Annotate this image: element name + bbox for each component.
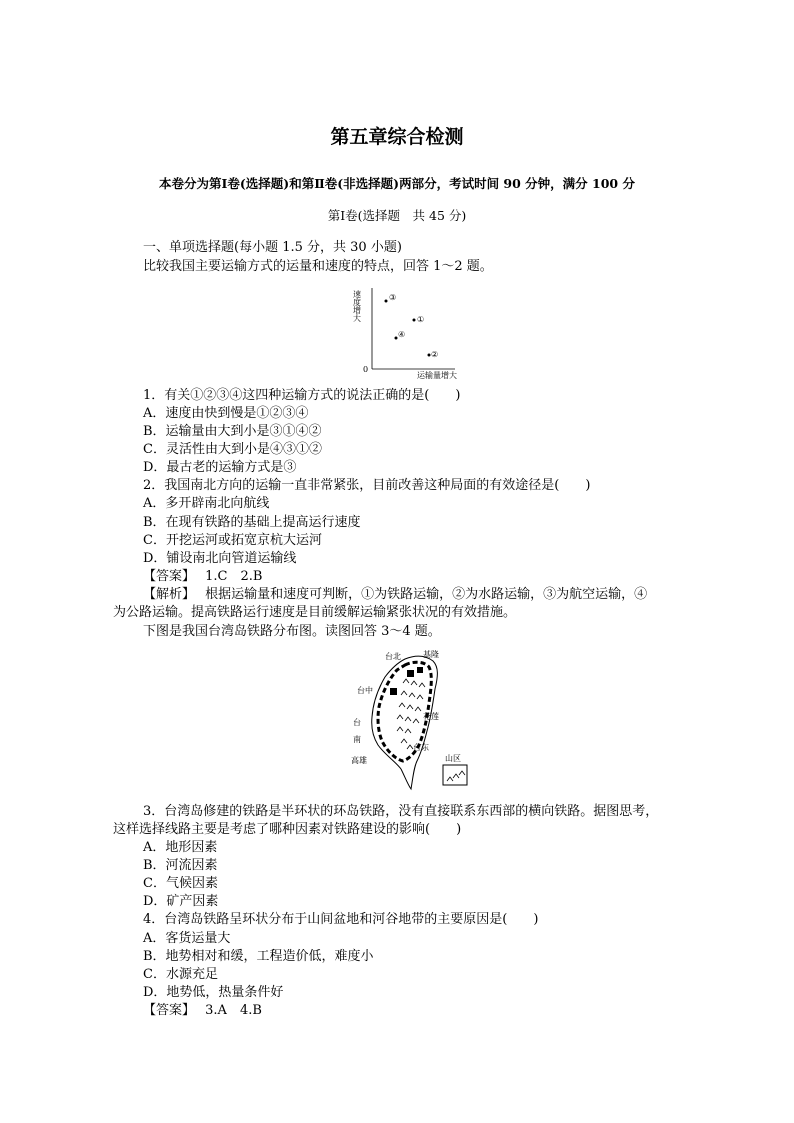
section-title: 第Ⅰ卷(选择题 共 45 分) — [327, 208, 467, 223]
analysis-label: 【解析】 — [143, 587, 196, 602]
point-1-label: ① — [417, 315, 425, 324]
q3-option-a: A．地形因素 — [143, 840, 218, 855]
point-2-label: ② — [431, 350, 439, 359]
q2-option-a: A．多开辟南北向航线 — [143, 496, 270, 511]
q2-option-d: D．铺设南北向管道运输线 — [143, 551, 297, 566]
answer-value: 3.A 4.B — [205, 1003, 262, 1018]
answer-3-4 — [143, 1002, 262, 1020]
q2-stem: 2．我国南北方向的运输一直非常紧张，目前改善这种局面的有效途径是( ) — [143, 478, 591, 493]
intro-2: 下图是我国台湾岛铁路分布图。读图回答 3～4 题。 — [143, 624, 441, 639]
keelung-city-marker — [417, 667, 423, 673]
legend-mountain-icon — [447, 771, 465, 781]
label-tainan-1: 台 — [353, 718, 361, 727]
q3-stem-line-1: 3．台湾岛修建的铁路是半环状的环岛铁路，没有直接联系东西部的横向铁路。据图思考， — [143, 804, 659, 819]
exam-description: 本卷分为第Ⅰ卷(选择题)和第Ⅱ卷(非选择题)两部分，考试时间 90 分钟，满分 100 分 — [159, 176, 635, 191]
intro-1: 比较我国主要运输方式的运量和速度的特点，回答 1～2 题。 — [143, 259, 493, 274]
transport-scatter-figure — [352, 282, 465, 382]
analysis-line-1 — [143, 586, 647, 604]
label-taipei: 台北 — [385, 652, 401, 661]
q4-stem: 4．台湾岛铁路呈环状分布于山间盆地和河谷地带的主要原因是( ) — [143, 912, 539, 927]
q3-option-d: D．矿产因素 — [143, 894, 219, 909]
q4-option-c: C．水源充足 — [143, 967, 218, 982]
label-taichung: 台中 — [357, 686, 373, 695]
q2-option-c: C．开挖运河或拓宽京杭大运河 — [143, 533, 322, 548]
legend-label: 山区 — [445, 754, 461, 763]
taichung-city-marker — [390, 688, 397, 695]
part1-heading: 一、单项选择题(每小题 1.5 分，共 30 小题) — [143, 240, 402, 255]
answer-label: 【答案】 — [143, 1003, 196, 1018]
analysis-text: 根据运输量和速度可判断，①为铁路运输，②为水路运输，③为航空运输，④ — [205, 587, 648, 602]
q1-option-a: A．速度由快到慢是①②③④ — [143, 406, 309, 421]
q3-option-b: B．河流因素 — [143, 858, 218, 873]
answer-1-2 — [143, 568, 262, 586]
q2-option-b: B．在现有铁路的基础上提高运行速度 — [143, 515, 361, 530]
q1-stem: 1．有关①②③④这四种运输方式的说法正确的是( ) — [143, 388, 461, 403]
point-3-label: ③ — [389, 293, 397, 302]
x-axis-label: 运输量增大 — [417, 371, 457, 380]
q4-option-b: B．地势相对和缓，工程造价低，难度小 — [143, 949, 374, 964]
taiwan-island-outline — [372, 656, 438, 789]
taipei-city-marker — [407, 670, 414, 677]
q1-option-c: C．灵活性由大到小是④③①② — [143, 442, 322, 457]
q1-option-b: B．运输量由大到小是③①④② — [143, 424, 322, 439]
point-1 — [413, 319, 416, 322]
answer-label: 【答案】 — [143, 569, 196, 584]
label-tainan-2: 南 — [353, 735, 361, 744]
analysis-line-2: 为公路运输。提高铁路运行速度是目前缓解运输紧张状况的有效措施。 — [113, 605, 517, 620]
q3-stem-line-2: 这样选择线路主要是考虑了哪种因素对铁路建设的影响( ) — [113, 822, 462, 837]
taiwan-railway-map — [345, 645, 480, 795]
origin-label: 0 — [363, 365, 369, 374]
point-4-label: ④ — [398, 330, 406, 339]
q4-option-a: A．客货运量大 — [143, 931, 231, 946]
answer-value: 1.C 2.B — [205, 569, 263, 584]
label-taitung: 台东 — [413, 743, 429, 752]
label-kaohsiung: 高雄 — [351, 756, 367, 765]
page-title: 第五章综合检测 — [330, 126, 464, 148]
q1-option-d: D．最古老的运输方式是③ — [143, 460, 297, 475]
label-keelung: 基隆 — [423, 650, 439, 659]
point-3 — [385, 300, 388, 303]
q3-option-c: C．气候因素 — [143, 876, 218, 891]
label-hualien: 花莲 — [423, 712, 439, 721]
q4-option-d: D．地势低，热量条件好 — [143, 985, 284, 1000]
y-axis-label: 速度增大 — [352, 290, 362, 322]
